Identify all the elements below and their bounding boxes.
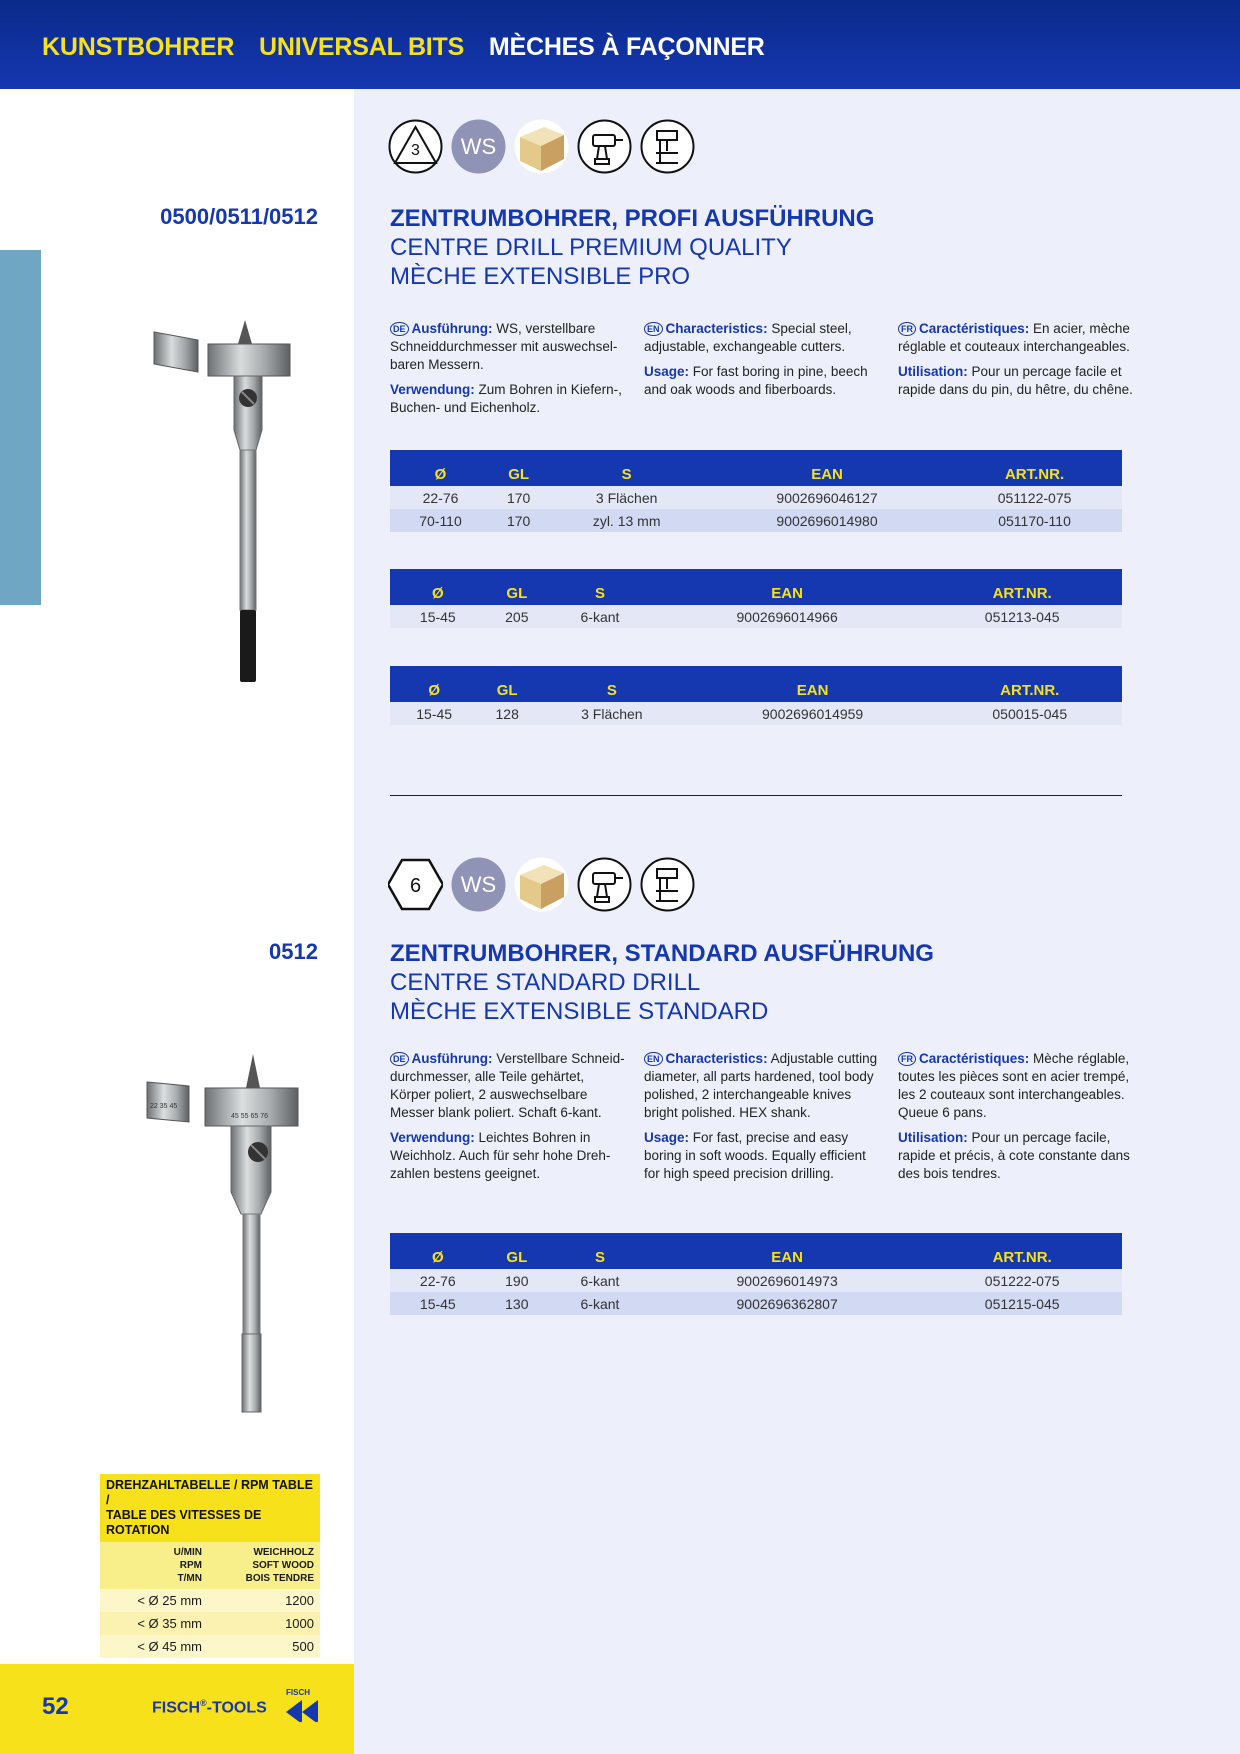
product-title-en: CENTRE STANDARD DRILL bbox=[390, 969, 701, 996]
svg-text:3: 3 bbox=[411, 142, 420, 159]
table-row: < Ø 35 mm 1000 bbox=[100, 1612, 320, 1635]
side-stripe bbox=[0, 250, 41, 605]
col-length: GL bbox=[491, 450, 546, 486]
triangle-shank-icon bbox=[388, 119, 443, 174]
svg-text:FISCH: FISCH bbox=[286, 1688, 310, 1697]
page-header bbox=[0, 0, 1240, 89]
col-shank: S bbox=[546, 450, 707, 486]
material-ws-icon bbox=[451, 857, 506, 912]
table-row: < Ø 45 mm 500 bbox=[100, 1635, 320, 1658]
col-diameter: Ø bbox=[390, 450, 491, 486]
product-title-en: CENTRE DRILL PREMIUM QUALITY bbox=[390, 234, 792, 261]
lang-badge-fr: FR bbox=[898, 322, 916, 336]
table-row: < Ø 25 mm 1200 bbox=[100, 1589, 320, 1612]
description-fr-2: FR Caractéristiques: Mèche réglable, toutes les pièces sont en acier trempé, les 2 couteaux sont interchangeables. Queue 6 pans. Utilisation: Pour un percage facile, rapide et précis, à cote constante dans des bois tendres. bbox=[898, 1051, 1130, 1181]
cutter-marking: 22 35 45 bbox=[150, 1103, 178, 1110]
lang-badge-de: DE bbox=[390, 322, 409, 336]
brand-name: FISCH®-TOOLS bbox=[152, 1698, 267, 1717]
drill-bit-image-1 bbox=[150, 320, 300, 685]
body-marking: 45 55 65 76 bbox=[231, 1113, 268, 1120]
product-title-de: ZENTRUMBOHRER, PROFI AUSFÜHRUNG bbox=[390, 205, 875, 232]
rpm-table bbox=[100, 1474, 320, 1658]
header-titles bbox=[42, 33, 765, 62]
svg-text:6: 6 bbox=[409, 875, 422, 897]
header-title-en: UNIVERSAL BITS bbox=[259, 33, 465, 61]
col-ean: EAN bbox=[707, 450, 947, 486]
lang-badge-en: EN bbox=[644, 322, 663, 336]
product-title-de: ZENTRUMBOHRER, STANDARD AUSFÜHRUNG bbox=[390, 940, 934, 967]
table-row: 15-45 205 6-kant 9002696014966 051213-045 bbox=[390, 605, 1122, 628]
spec-table-1a bbox=[390, 450, 1122, 532]
description-de-1: DE Ausführung: WS, verstellbare Schneiddurchmesser mit auswechselbaren Messern. Verwendung: Zum Bohren in Kiefern-, Buchen- und Eichenholz. bbox=[390, 321, 622, 415]
section-divider bbox=[390, 795, 1122, 796]
lang-badge-de: DE bbox=[390, 1052, 409, 1066]
article-code-1: 0500/0511/0512 bbox=[160, 204, 318, 229]
article-code-2: 0512 bbox=[269, 939, 318, 964]
product-title-fr: MÈCHE EXTENSIBLE STANDARD bbox=[390, 998, 769, 1025]
description-en-2: EN Characteristics: Adjustable cutting diameter, all parts hardened, tool body polished, 2 interchangeable knives bright polished. HEX shank. Usage: For fast, precise and easy boring in soft woods. Equally efficient for high speed precision drilling. bbox=[644, 1051, 878, 1181]
svg-text:WS: WS bbox=[460, 134, 497, 159]
spec-table-1b: Ø GL S EAN ART.NR. 15-45 205 6-kant 9002696014966 051213-045 bbox=[390, 569, 1122, 628]
lang-badge-en: EN bbox=[644, 1052, 663, 1066]
rpm-table-title: DREHZAHLTABELLE / RPM TABLE / TABLE DES VITESSES DE ROTATION bbox=[100, 1474, 320, 1542]
drill-machine-icon bbox=[577, 119, 632, 174]
rpm-table-subheader: U/MIN RPM T/MN WEICHHOLZ SOFT WOOD BOIS TENDRE bbox=[100, 1542, 320, 1589]
feature-icons-2 bbox=[388, 857, 695, 912]
svg-text:WS: WS bbox=[460, 872, 497, 897]
table-row: 22-76 190 6-kant 9002696014973 051222-075 bbox=[390, 1269, 1122, 1292]
description-en-1: EN Characteristics: Special steel, adjustable, exchangeable cutters. Usage: For fast boring in pine, beech and oak woods and fiberboards. bbox=[644, 321, 868, 397]
header-title-de: KUNSTBOHRER bbox=[42, 33, 235, 61]
spec-table-1c: Ø GL S EAN ART.NR. 15-45 128 3 Flächen 9002696014959 050015-045 bbox=[390, 666, 1122, 725]
table-row: 15-45 130 6-kant 9002696362807 051215-045 bbox=[390, 1292, 1122, 1315]
drill-press-icon bbox=[640, 119, 695, 174]
drill-machine-icon bbox=[577, 857, 632, 912]
lang-badge-fr: FR bbox=[898, 1052, 916, 1066]
drill-press-icon bbox=[640, 857, 695, 912]
spec-table-2: Ø GL S EAN ART.NR. 22-76 190 6-kant 9002696014973 051222-075 15-45 130 6-kant 9002696362807 051215-045 bbox=[390, 1233, 1122, 1315]
description-fr-1: FR Caractéristiques: En acier, mèche réglable et couteaux interchangeables. Utilisation: Pour un percage facile et rapide dans du pin, du hêtre, du chêne. bbox=[898, 321, 1133, 397]
feature-icons-1 bbox=[388, 119, 695, 174]
wood-icon bbox=[514, 119, 569, 174]
product-title-1 bbox=[390, 204, 874, 291]
table-row: 15-45 128 3 Flächen 9002696014959 050015-045 bbox=[390, 702, 1122, 725]
hex-shank-icon bbox=[388, 857, 443, 912]
product-title-2 bbox=[390, 939, 934, 1026]
table-row: 70-110 170 zyl. 13 mm 9002696014980 051170-110 bbox=[390, 509, 1122, 532]
product-title-fr: MÈCHE EXTENSIBLE PRO bbox=[390, 263, 691, 290]
material-ws-icon bbox=[451, 119, 506, 174]
rpm-table-body bbox=[100, 1589, 320, 1658]
description-de-2: DE Ausführung: Verstellbare Schneiddurchmesser, alle Teile gehärtet, Körper poliert, 2 auswechselbare Messer blank poliert. Schaft 6-kant. Verwendung: Leichtes Bohren in Weichholz. Auch für sehr hohe Drehzahlen bestens geeignet. bbox=[390, 1051, 625, 1181]
wood-icon bbox=[514, 857, 569, 912]
fisch-logo-icon bbox=[284, 1686, 324, 1722]
drill-bit-image-2 bbox=[143, 1052, 303, 1414]
page-number: 52 bbox=[42, 1693, 69, 1720]
col-article: ART.NR. bbox=[947, 450, 1122, 486]
table-row: 22-76 170 3 Flächen 9002696046127 051122-075 bbox=[390, 486, 1122, 509]
header-title-fr: MÈCHES À FAÇONNER bbox=[488, 33, 765, 61]
